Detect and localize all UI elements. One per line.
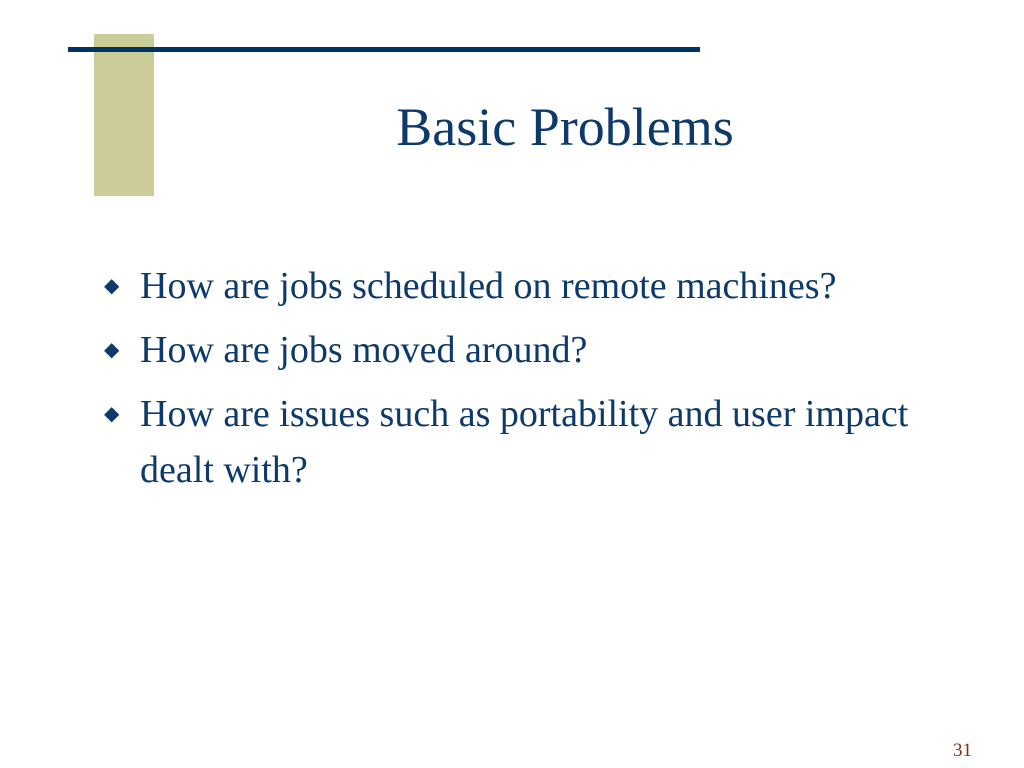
bullet-text: How are issues such as portability and user impact dealt with? [140, 393, 909, 491]
diamond-bullet-icon: ◆ [104, 403, 120, 425]
diamond-bullet-icon: ◆ [104, 275, 120, 297]
accent-line [68, 47, 700, 52]
bullet-text: How are jobs moved around? [140, 329, 588, 371]
accent-block [94, 34, 154, 196]
diamond-bullet-icon: ◆ [104, 339, 120, 361]
bullet-text: How are jobs scheduled on remote machines? [140, 265, 837, 307]
page-number: 31 [953, 740, 972, 761]
bullet-item [104, 386, 954, 498]
bullet-item [104, 322, 954, 378]
bullet-item [104, 258, 954, 314]
bullet-list [104, 258, 954, 506]
slide-title: Basic Problems [396, 97, 734, 157]
